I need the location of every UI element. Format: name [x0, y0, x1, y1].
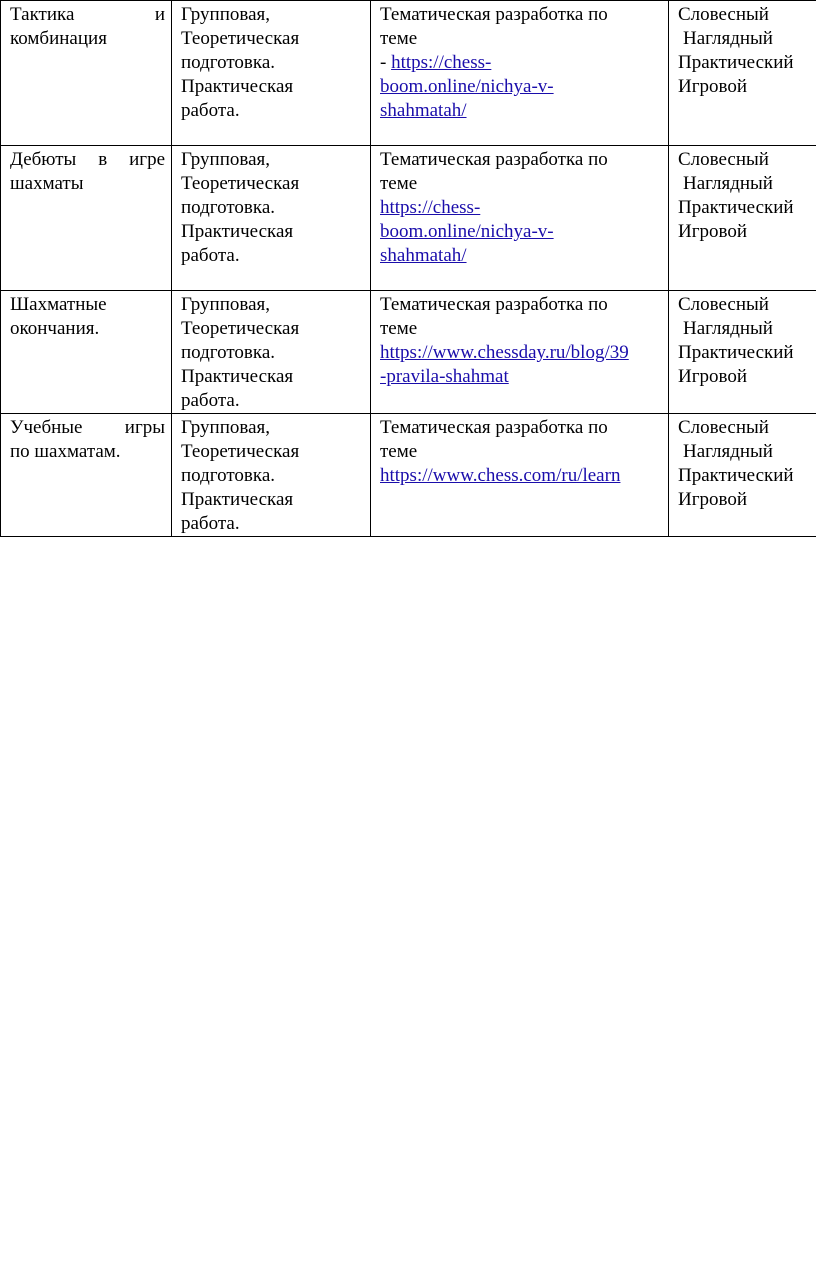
resource-cell: [371, 1, 669, 146]
resource-title: теме: [380, 28, 418, 49]
resource-link[interactable]: https://chess-: [380, 197, 481, 218]
method-text: Игровой: [678, 221, 748, 242]
resource-title: теме: [380, 173, 418, 194]
method-text: Наглядный: [683, 441, 773, 462]
lesson-plan-table: [0, 0, 816, 537]
form-text: работа.: [181, 513, 240, 534]
resource-title: Тематическая разработка по: [380, 4, 608, 25]
form-text: работа.: [181, 245, 240, 266]
form-text: подготовка.: [181, 342, 276, 363]
resource-title: Тематическая разработка по: [380, 149, 608, 170]
methods-cell: [669, 1, 816, 146]
method-text: Игровой: [678, 489, 748, 510]
form-text: Групповая,: [181, 149, 271, 170]
resource-link[interactable]: boom.online/nichya-v-: [380, 76, 554, 97]
form-text: Практическая: [181, 366, 294, 387]
topic-text: шахматы: [10, 173, 84, 194]
topic-cell: [1, 414, 172, 537]
methods-cell: [669, 414, 816, 537]
form-cell: [172, 146, 371, 291]
method-text: Игровой: [678, 76, 748, 97]
table-row: [1, 146, 816, 291]
form-text: подготовка.: [181, 197, 276, 218]
form-text: Практическая: [181, 221, 294, 242]
resource-link[interactable]: shahmatah/: [380, 100, 467, 121]
topic-text: Тактика и: [10, 4, 165, 25]
resource-cell: [371, 414, 669, 537]
resource-title: Тематическая разработка по: [380, 417, 608, 438]
method-text: Словесный: [678, 4, 769, 25]
resource-cell: [371, 291, 669, 414]
resource-prefix: -: [380, 52, 392, 73]
method-text: Практический: [678, 342, 794, 363]
topic-cell: [1, 1, 172, 146]
topic-text: Учебные игры: [10, 417, 165, 438]
method-text: Словесный: [678, 149, 769, 170]
resource-link[interactable]: https://www.chessday.ru/blog/39: [380, 342, 629, 363]
method-text: Наглядный: [683, 28, 773, 49]
form-text: работа.: [181, 390, 240, 411]
topic-cell: [1, 146, 172, 291]
resource-link[interactable]: https://www.chess.com/ru/learn: [380, 465, 621, 486]
resource-link[interactable]: https://chess-: [391, 52, 492, 73]
topic-text: Дебюты в игре: [10, 149, 165, 170]
form-text: Групповая,: [181, 294, 271, 315]
form-text: Практическая: [181, 489, 294, 510]
resource-link[interactable]: boom.online/nichya-v-: [380, 221, 554, 242]
method-text: Практический: [678, 197, 794, 218]
method-text: Наглядный: [683, 318, 773, 339]
resource-link[interactable]: shahmatah/: [380, 245, 467, 266]
form-text: работа.: [181, 100, 240, 121]
topic-text: окончания.: [10, 318, 100, 339]
table-row: [1, 1, 816, 146]
table-row: [1, 414, 816, 537]
resource-title: теме: [380, 318, 418, 339]
form-cell: [172, 1, 371, 146]
method-text: Словесный: [678, 294, 769, 315]
topic-text: комбинация: [10, 28, 107, 49]
method-text: Практический: [678, 465, 794, 486]
method-text: Наглядный: [683, 173, 773, 194]
method-text: Практический: [678, 52, 794, 73]
form-text: Практическая: [181, 76, 294, 97]
topic-cell: [1, 291, 172, 414]
form-cell: [172, 291, 371, 414]
form-text: подготовка.: [181, 52, 276, 73]
form-text: Теоретическая: [181, 173, 300, 194]
method-text: Словесный: [678, 417, 769, 438]
table-row: [1, 291, 816, 414]
form-text: подготовка.: [181, 465, 276, 486]
form-text: Групповая,: [181, 4, 271, 25]
method-text: Игровой: [678, 366, 748, 387]
resource-title: теме: [380, 441, 418, 462]
resource-cell: [371, 146, 669, 291]
form-cell: [172, 414, 371, 537]
methods-cell: [669, 291, 816, 414]
resource-link[interactable]: -pravila-shahmat: [380, 366, 509, 387]
resource-title: Тематическая разработка по: [380, 294, 608, 315]
form-text: Теоретическая: [181, 441, 300, 462]
form-text: Групповая,: [181, 417, 271, 438]
topic-text: по шахматам.: [10, 441, 121, 462]
methods-cell: [669, 146, 816, 291]
form-text: Теоретическая: [181, 318, 300, 339]
topic-text: Шахматные: [10, 294, 107, 315]
form-text: Теоретическая: [181, 28, 300, 49]
